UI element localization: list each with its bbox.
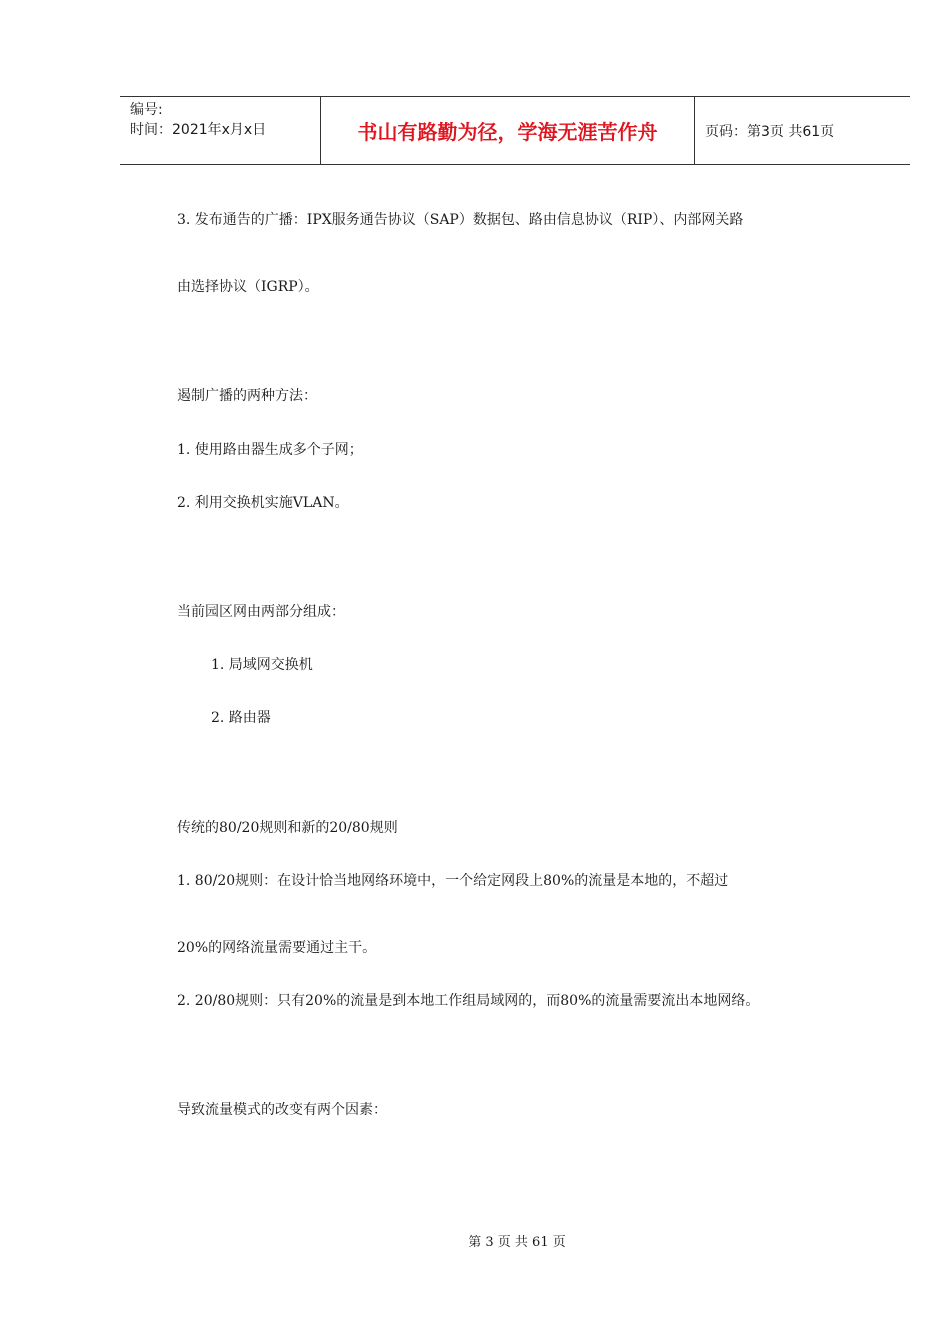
body-line: 1. 使用路由器生成多个子网； [177, 442, 363, 458]
body-line: 2. 路由器 [211, 710, 271, 726]
header-meta [120, 97, 321, 164]
body-line: 1. 80/20规则：在设计恰当地网络环境中，一个给定网段上80%的流量是本地的，不超过 [177, 873, 729, 889]
body-line: 传统的80/20规则和新的20/80规则 [177, 820, 398, 836]
body-line: 导致流量模式的改变有两个因素： [177, 1102, 387, 1118]
header-motto: 书山有路勤为径，学海无涯苦作舟 [321, 97, 695, 164]
body-line: 由选择协议（IGRP）。 [177, 279, 319, 295]
header-page-label: 页码：第3页 共61页 [705, 123, 835, 140]
body-line: 2. 利用交换机实施VLAN。 [177, 495, 349, 511]
page-header [120, 96, 910, 165]
body-line: 2. 20/80规则：只有20%的流量是到本地工作组局域网的，而80%的流量需要流出本地网络。 [177, 993, 760, 1009]
document-time-label: 时间：2021年x月x日 [130, 122, 267, 138]
page-footer: 第 3 页 共 61 页 [468, 1235, 566, 1250]
body-line: 当前园区网由两部分组成： [177, 604, 345, 620]
body-line: 3. 发布通告的广播：IPX服务通告协议（SAP）数据包、路由信息协议（RIP）、内部网关路 [177, 212, 744, 228]
document-number-label: 编号: [130, 102, 163, 118]
body-line: 20%的网络流量需要通过主干。 [177, 940, 377, 956]
body-line: 遏制广播的两种方法： [177, 388, 317, 404]
body-line: 1. 局域网交换机 [211, 657, 313, 673]
